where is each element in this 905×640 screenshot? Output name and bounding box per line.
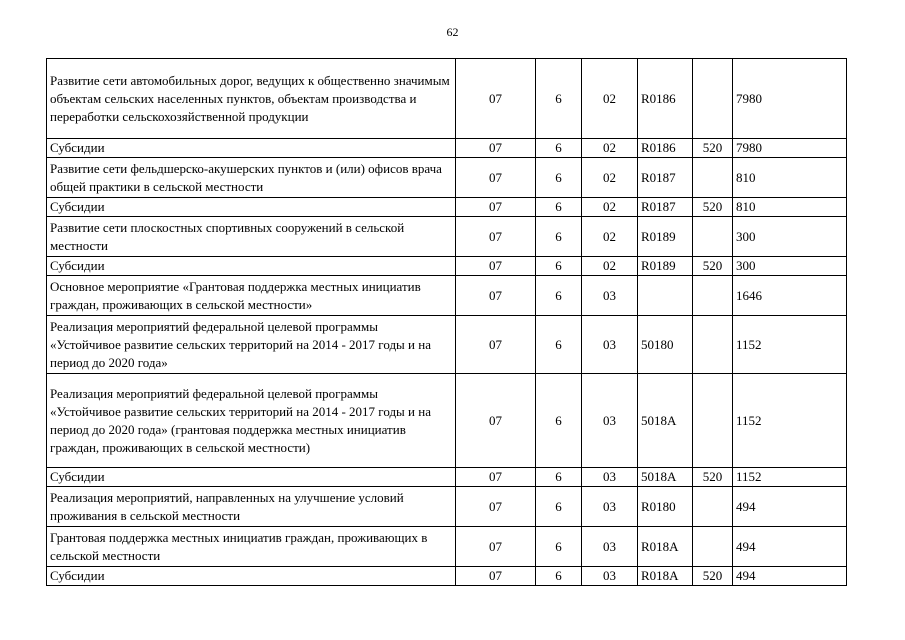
code-1: 07 <box>456 487 536 527</box>
code-5: 520 <box>693 257 733 276</box>
code-2: 6 <box>536 59 582 139</box>
code-1: 07 <box>456 374 536 468</box>
row-name: Реализация мероприятий федеральной целевой программы «Устойчивое развитие сельских территорий на 2014 - 2017 годы и на период до 2020 года» <box>47 316 456 374</box>
code-2: 6 <box>536 158 582 198</box>
code-5 <box>693 217 733 257</box>
table-row <box>47 158 847 198</box>
table-row <box>47 217 847 257</box>
row-name: Субсидии <box>47 468 456 487</box>
code-1: 07 <box>456 276 536 316</box>
row-name: Развитие сети автомобильных дорог, ведущих к общественно значимым объектам сельских населенных пунктов, объектам производства и переработки сельскохозяйственной продукции <box>47 59 456 139</box>
page-number: 62 <box>446 25 459 39</box>
table-row <box>47 276 847 316</box>
row-name: Развитие сети плоскостных спортивных сооружений в сельской местности <box>47 217 456 257</box>
row-name: Развитие сети фельдшерско-акушерских пунктов и (или) офисов врача общей практики в сельской местности <box>47 158 456 198</box>
code-1: 07 <box>456 567 536 586</box>
code-3: 02 <box>582 139 638 158</box>
code-3: 03 <box>582 487 638 527</box>
amount: 1152 <box>733 468 847 487</box>
code-3: 03 <box>582 468 638 487</box>
table-row <box>47 487 847 527</box>
code-4: R018А <box>638 567 693 586</box>
code-3: 03 <box>582 567 638 586</box>
code-2: 6 <box>536 139 582 158</box>
amount: 810 <box>733 158 847 198</box>
code-3: 02 <box>582 198 638 217</box>
amount: 1152 <box>733 374 847 468</box>
code-1: 07 <box>456 468 536 487</box>
code-1: 07 <box>456 257 536 276</box>
table-row <box>47 567 847 586</box>
row-name: Субсидии <box>47 257 456 276</box>
code-2: 6 <box>536 487 582 527</box>
code-3: 02 <box>582 257 638 276</box>
row-name: Субсидии <box>47 567 456 586</box>
code-1: 07 <box>456 158 536 198</box>
code-3: 02 <box>582 158 638 198</box>
code-1: 07 <box>456 198 536 217</box>
code-5 <box>693 316 733 374</box>
code-2: 6 <box>536 374 582 468</box>
code-5 <box>693 487 733 527</box>
code-5 <box>693 276 733 316</box>
amount: 494 <box>733 527 847 567</box>
amount: 494 <box>733 487 847 527</box>
amount: 7980 <box>733 59 847 139</box>
code-4: R0187 <box>638 158 693 198</box>
code-4: R0189 <box>638 257 693 276</box>
code-5 <box>693 374 733 468</box>
code-4: R018А <box>638 527 693 567</box>
code-3: 03 <box>582 316 638 374</box>
code-1: 07 <box>456 217 536 257</box>
code-2: 6 <box>536 527 582 567</box>
row-name: Субсидии <box>47 139 456 158</box>
code-5: 520 <box>693 139 733 158</box>
row-name: Грантовая поддержка местных инициатив граждан, проживающих в сельской местности <box>47 527 456 567</box>
code-3: 03 <box>582 527 638 567</box>
code-3: 02 <box>582 59 638 139</box>
table-row <box>47 59 847 139</box>
row-name: Реализация мероприятий федеральной целевой программы «Устойчивое развитие сельских территорий на 2014 - 2017 годы и на период до 2020 года» (грантовая поддержка местных инициатив граждан, проживающих в сельской местности) <box>47 374 456 468</box>
code-2: 6 <box>536 567 582 586</box>
amount: 7980 <box>733 139 847 158</box>
code-5 <box>693 59 733 139</box>
code-1: 07 <box>456 59 536 139</box>
amount: 810 <box>733 198 847 217</box>
code-4 <box>638 276 693 316</box>
amount: 300 <box>733 257 847 276</box>
code-4: R0187 <box>638 198 693 217</box>
code-3: 02 <box>582 217 638 257</box>
code-4: 5018А <box>638 374 693 468</box>
code-2: 6 <box>536 257 582 276</box>
amount: 300 <box>733 217 847 257</box>
code-4: R0180 <box>638 487 693 527</box>
code-5 <box>693 527 733 567</box>
code-5: 520 <box>693 198 733 217</box>
code-2: 6 <box>536 316 582 374</box>
table-row <box>47 257 847 276</box>
table-row <box>47 468 847 487</box>
code-5: 520 <box>693 468 733 487</box>
amount: 494 <box>733 567 847 586</box>
code-2: 6 <box>536 468 582 487</box>
row-name: Субсидии <box>47 198 456 217</box>
table-row <box>47 139 847 158</box>
code-4: 50180 <box>638 316 693 374</box>
code-5 <box>693 158 733 198</box>
code-4: R0186 <box>638 139 693 158</box>
code-4: R0186 <box>638 59 693 139</box>
table-row <box>47 316 847 374</box>
code-3: 03 <box>582 374 638 468</box>
code-5: 520 <box>693 567 733 586</box>
table-row <box>47 527 847 567</box>
code-2: 6 <box>536 198 582 217</box>
code-2: 6 <box>536 276 582 316</box>
budget-table <box>46 58 847 586</box>
code-4: R0189 <box>638 217 693 257</box>
code-3: 03 <box>582 276 638 316</box>
code-1: 07 <box>456 527 536 567</box>
table-row <box>47 374 847 468</box>
row-name: Основное мероприятие «Грантовая поддержка местных инициатив граждан, проживающих в сельской местности» <box>47 276 456 316</box>
table-row <box>47 198 847 217</box>
row-name: Реализация мероприятий, направленных на улучшение условий проживания в сельской местности <box>47 487 456 527</box>
amount: 1152 <box>733 316 847 374</box>
code-1: 07 <box>456 139 536 158</box>
code-2: 6 <box>536 217 582 257</box>
amount: 1646 <box>733 276 847 316</box>
code-1: 07 <box>456 316 536 374</box>
code-4: 5018А <box>638 468 693 487</box>
